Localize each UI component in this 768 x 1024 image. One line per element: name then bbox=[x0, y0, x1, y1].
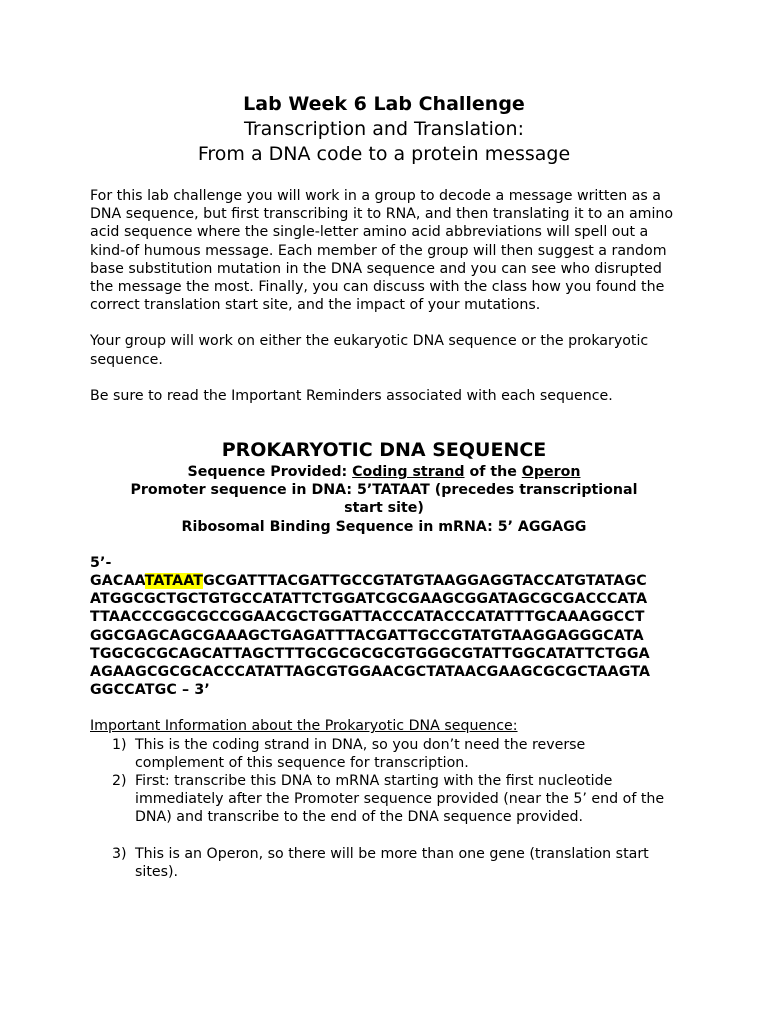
promoter-highlight: TATAAT bbox=[144, 573, 204, 590]
document-header bbox=[90, 92, 678, 167]
prokaryotic-section-title: PROKARYOTIC DNA SEQUENCE bbox=[221, 439, 547, 462]
list-item-text: First: transcribe this DNA to mRNA starting with the first nucleotide immediately after the Promoter sequence provided (near the 5’ end of the DNA) and transcribe to the end of the DNA sequence provided. bbox=[135, 773, 665, 826]
list-item bbox=[90, 845, 678, 881]
group-assignment-paragraph: Your group will work on either the eukaryotic DNA sequence or the prokaryotic sequence. bbox=[90, 333, 649, 368]
list-item-text: This is an Operon, so there will be more than one gene (translation start sites). bbox=[135, 845, 649, 880]
document-title: Lab Week 6 Lab Challenge bbox=[243, 93, 525, 115]
coding-strand-text: Coding strand bbox=[352, 464, 465, 481]
intro-paragraph: For this lab challenge you will work in a group to decode a message written as a DNA sequence, but first transcribing it to RNA, and then translating it to an amino acid sequence where the single-letter amino acid abbreviations will spell out a kind-of humous message. Each member of the group will then suggest a random base substitution mutation in the DNA sequence and you can see who disrupted the message the most. Finally, you can discuss with the class how you found the correct translation start site, and the impact of your mutations. bbox=[90, 188, 674, 314]
ribosomal-binding-line: Ribosomal Binding Sequence in mRNA: 5’ AGGAGG bbox=[181, 518, 587, 535]
list-item bbox=[90, 736, 678, 772]
document-page bbox=[90, 92, 678, 881]
list-item-number: 2) bbox=[112, 773, 127, 790]
reminder-paragraph: Be sure to read the Important Reminders associated with each sequence. bbox=[90, 387, 613, 404]
promoter-line1: Promoter sequence in DNA: 5’TATAAT (precedes transcriptional bbox=[130, 482, 638, 499]
important-info-heading: Important Information about the Prokaryotic DNA sequence: bbox=[90, 718, 518, 735]
list-item-number: 1) bbox=[112, 736, 127, 753]
sequence-start: 5’- bbox=[90, 554, 112, 571]
sequence-line-1 bbox=[90, 572, 678, 590]
dna-sequence-block bbox=[90, 554, 678, 700]
sequence-line-1-post: GCGATTTACGATTGCCGTATGTAAGGAGGTACCATGTATAGC bbox=[203, 573, 647, 590]
sequence-line-6: AGAAGCGCGCACCCATATTAGCGTGGAACGCTATAACGAAGCGCGCTAAGTA bbox=[90, 664, 651, 681]
sequence-line-7: GGCCATGC – 3’ bbox=[90, 682, 210, 699]
document-subtitle-line1: Transcription and Translation: bbox=[244, 118, 524, 140]
list-item-number: 3) bbox=[112, 845, 127, 862]
list-item-text: This is the coding strand in DNA, so you don’t need the reverse complement of this sequence for transcription. bbox=[135, 736, 586, 771]
important-info-list bbox=[90, 736, 678, 881]
document-subtitle-line2: From a DNA code to a protein message bbox=[197, 143, 571, 165]
operon-text: Operon bbox=[521, 464, 581, 481]
sequence-provided-line bbox=[90, 463, 678, 481]
sequence-line-3: TTAACCCGGCGCCGGAACGCTGGATTACCCATACCCATATTTGCAAAGGCCT bbox=[90, 609, 645, 626]
sequence-line-2: ATGGCGCTGCTGTGCCATATTCTGGATCGCGAAGCGGATAGCGCGACCCATA bbox=[90, 591, 648, 608]
sequence-provided-mid: of the bbox=[464, 464, 522, 481]
sequence-line-1-pre: GACAA bbox=[90, 573, 145, 590]
sequence-line-5: TGGCGCGCAGCATTAGCTTTGCGCGCGCGTGGGCGTATTGGCATATTCTGGA bbox=[90, 645, 650, 662]
promoter-line2: start site) bbox=[344, 500, 424, 517]
sequence-provided-prefix: Sequence Provided: bbox=[187, 464, 353, 481]
list-item bbox=[90, 772, 678, 827]
sequence-line-4: GGCGAGCAGCGAAAGCTGAGATTTACGATTGCCGTATGTAAGGAGGGCATA bbox=[90, 627, 644, 644]
